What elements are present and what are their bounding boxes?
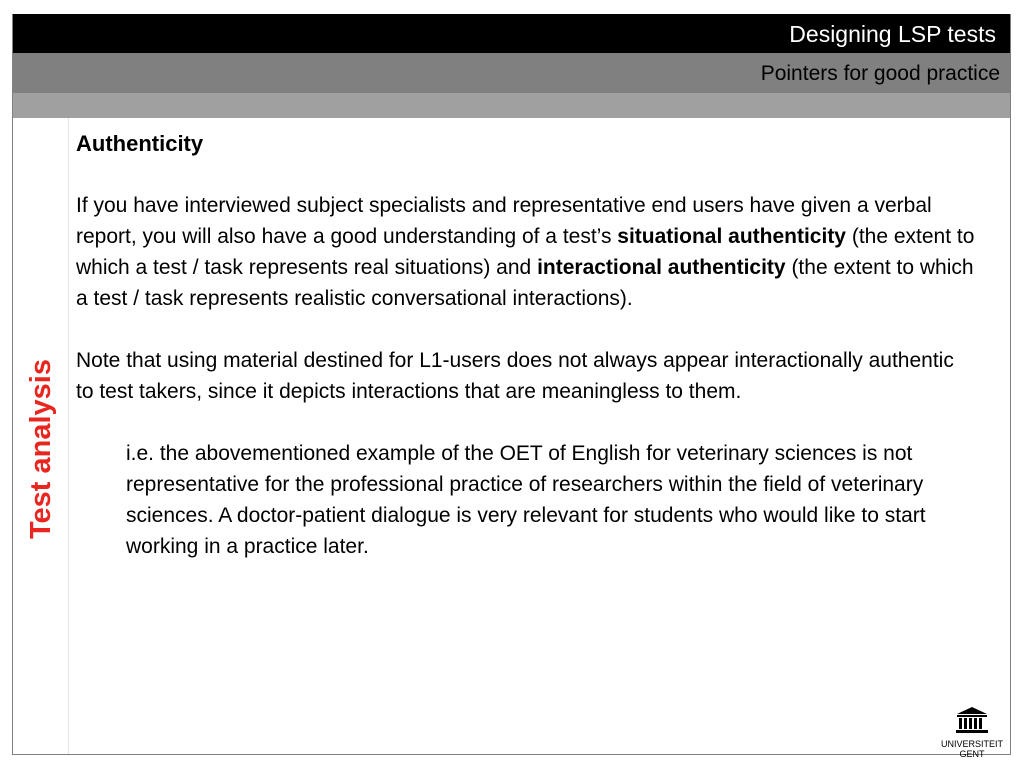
term-interactional-authenticity: interactional authenticity <box>537 256 786 279</box>
paragraph-l1-material-note: Note that using material destined for L1-users does not always appear interactionally authentic to test takers, since it depicts interactions that are meaningless to them. <box>76 349 954 403</box>
logo-text-line2: GENT <box>959 749 985 759</box>
section-label: Test analysis <box>25 358 57 540</box>
body-heading: Authenticity <box>76 131 204 156</box>
paragraph-situational-authenticity <box>76 190 976 314</box>
slide-title-bar <box>13 14 1010 53</box>
paragraph-oet-example: i.e. the abovementioned example of the OET of English for veterinary sciences is not representative for the professional practice of researchers within the field of veterinary sciences. A doctor-patient dialogue is very relevant for students who would like to start working in a practice later. <box>126 442 926 558</box>
paragraph-text: If you have interviewed subject specialists and representative end users have given a verbal report, you will also have a good understanding of a test’s <box>76 194 932 248</box>
slide-subtitle: Pointers for good practice <box>760 62 1000 85</box>
paragraph-text: (the extent to which a test / task represents real situations) and <box>76 225 975 279</box>
logo-text-line1: UNIVERSITEIT <box>940 739 1003 749</box>
university-building-icon <box>954 706 990 734</box>
slide-title: Designing LSP tests <box>789 21 996 47</box>
slide-body <box>76 128 976 562</box>
section-sidebar <box>13 118 69 755</box>
header-divider-strip <box>13 93 1010 118</box>
university-logo <box>940 706 1004 760</box>
term-situational-authenticity: situational authenticity <box>617 225 846 248</box>
slide-subtitle-bar <box>13 53 1010 93</box>
paragraph-text: (the extent to which a test / task represents realistic conversational interactions). <box>76 256 974 310</box>
